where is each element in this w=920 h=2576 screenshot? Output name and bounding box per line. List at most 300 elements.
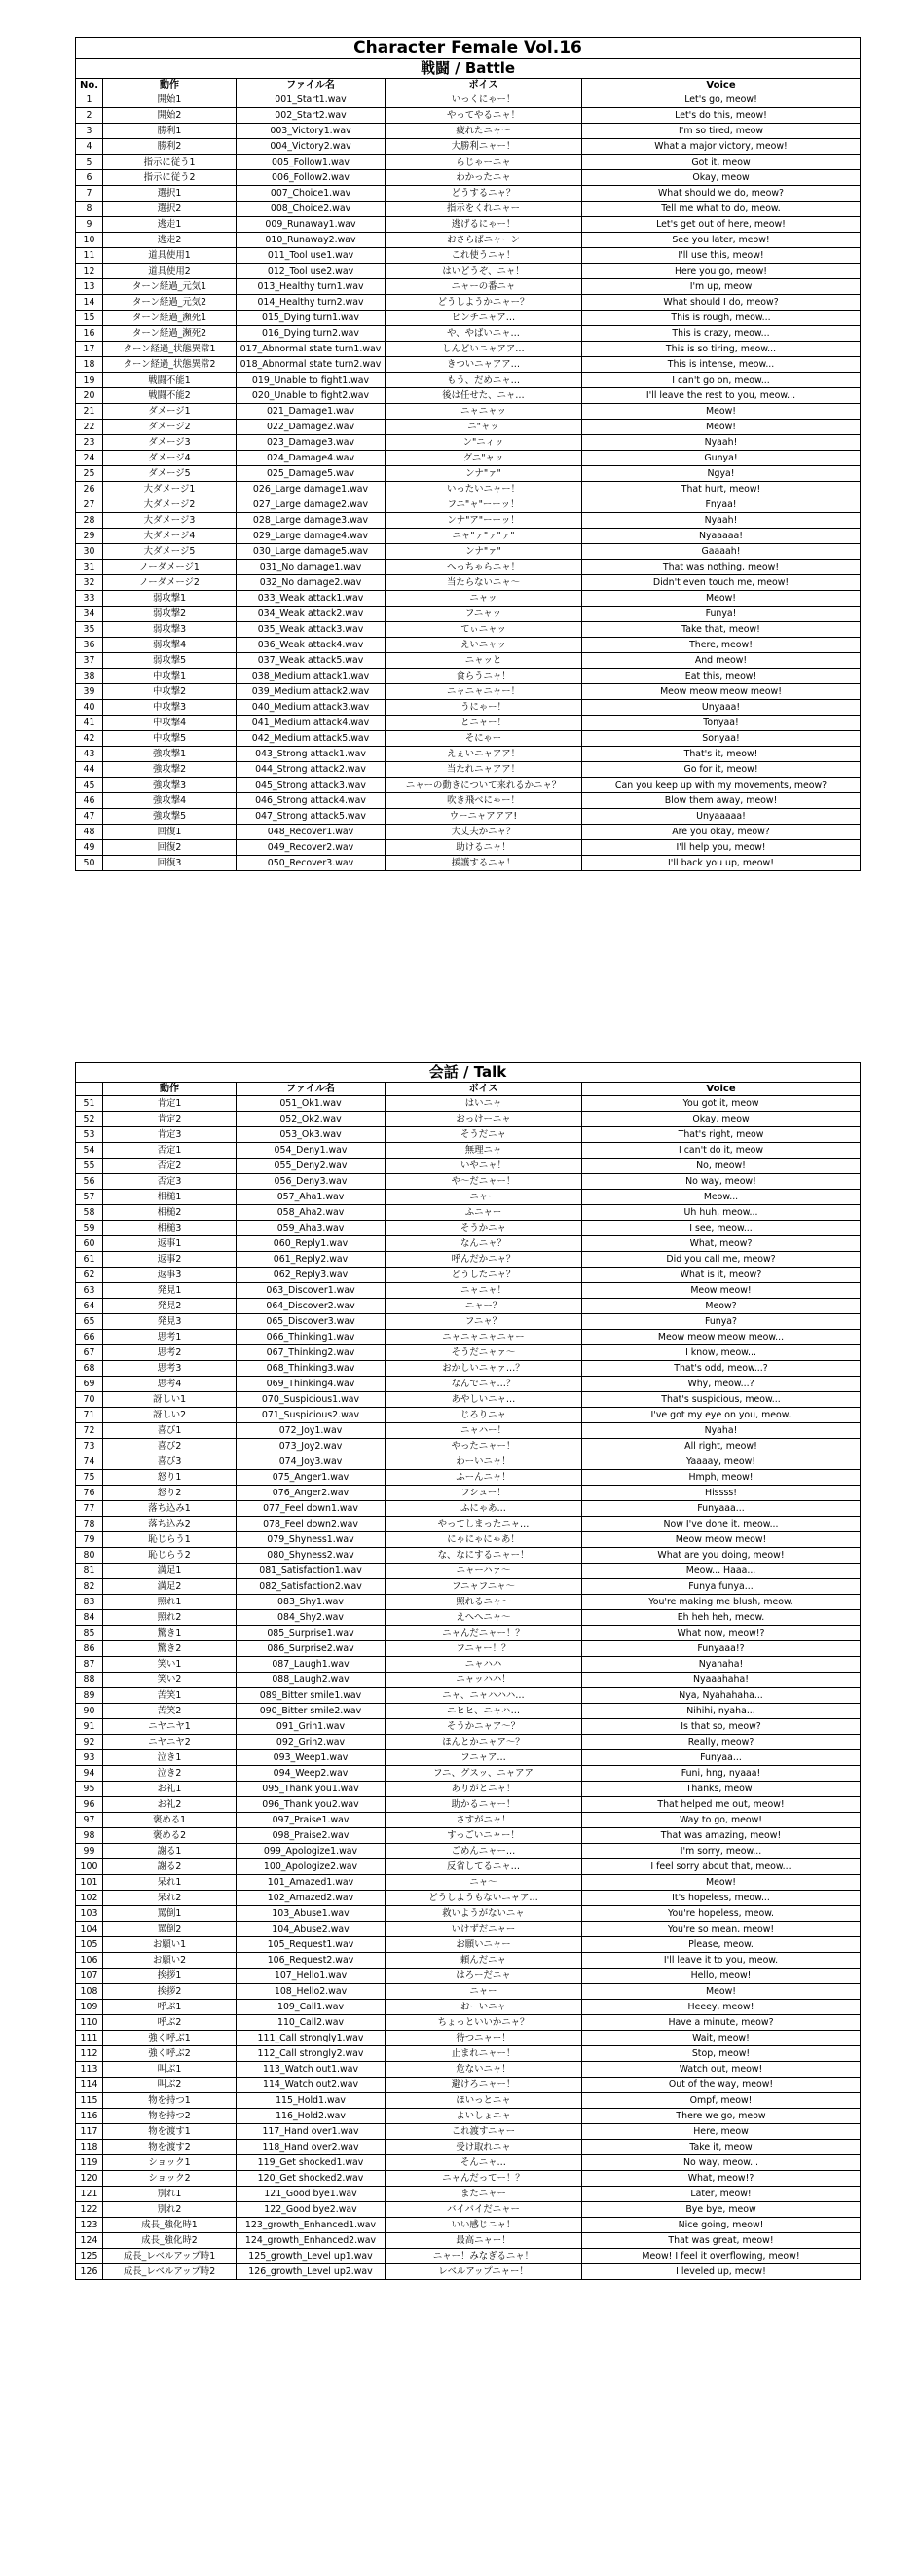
cell-action: 肯定3 [103, 1127, 237, 1143]
cell-filename: 024_Damage4.wav [237, 451, 386, 466]
cell-voice-en: It's hopeless, meow... [582, 1891, 861, 1906]
table-row [76, 1595, 861, 1610]
cell-action: 肯定1 [103, 1096, 237, 1112]
cell-voice-en: Can you keep up with my movements, meow? [582, 778, 861, 793]
cell-voice-en: Hmph, meow! [582, 1470, 861, 1486]
cell-no: 48 [76, 825, 103, 840]
table-row [76, 2109, 861, 2124]
cell-no: 79 [76, 1532, 103, 1548]
cell-no: 88 [76, 1673, 103, 1688]
cell-voice-en: Hello, meow! [582, 1969, 861, 1984]
table-row [76, 1548, 861, 1564]
talk-table [75, 1062, 861, 2280]
cell-voice-jp: これ渡すニャー [386, 2124, 582, 2140]
table-row [76, 1423, 861, 1439]
cell-action: 叫ぶ1 [103, 2062, 237, 2078]
cell-voice-jp: どうするニャ？ [386, 186, 582, 202]
cell-voice-en: Nyaha! [582, 1423, 861, 1439]
cell-filename: 078_Feel down2.wav [237, 1517, 386, 1532]
cell-action: 泣き2 [103, 1766, 237, 1782]
cell-action: ニヤニヤ1 [103, 1719, 237, 1735]
cell-no: 83 [76, 1595, 103, 1610]
cell-filename: 006_Follow2.wav [237, 170, 386, 186]
table-row [76, 1299, 861, 1314]
cell-no: 2 [76, 108, 103, 124]
cell-voice-jp: はろーだニャ [386, 1969, 582, 1984]
table-row [76, 1330, 861, 1345]
cell-filename: 050_Recover3.wav [237, 856, 386, 871]
cell-no: 63 [76, 1283, 103, 1299]
cell-voice-en: Ompf, meow! [582, 2093, 861, 2109]
cell-voice-en: Nyahaha! [582, 1657, 861, 1673]
cell-no: 13 [76, 279, 103, 295]
cell-filename: 114_Watch out2.wav [237, 2078, 386, 2093]
table-row [76, 1657, 861, 1673]
table-row [76, 357, 861, 373]
cell-action: 否定3 [103, 1174, 237, 1190]
cell-filename: 012_Tool use2.wav [237, 264, 386, 279]
cell-voice-en: What is it, meow? [582, 1268, 861, 1283]
cell-no: 40 [76, 700, 103, 716]
cell-action: 褒める1 [103, 1813, 237, 1828]
cell-action: 喜び2 [103, 1439, 237, 1454]
cell-voice-en: Let's go, meow! [582, 92, 861, 108]
cell-voice-jp: やったニャー！ [386, 1439, 582, 1454]
cell-voice-jp: ふにゃあ… [386, 1501, 582, 1517]
cell-filename: 022_Damage2.wav [237, 420, 386, 435]
cell-filename: 081_Satisfaction1.wav [237, 1564, 386, 1579]
cell-action: 回復3 [103, 856, 237, 871]
cell-action: 喜び3 [103, 1454, 237, 1470]
cell-no: 46 [76, 793, 103, 809]
cell-voice-en: Got it, meow [582, 155, 861, 170]
cell-no: 113 [76, 2062, 103, 2078]
cell-voice-en: That's suspicious, meow... [582, 1392, 861, 1408]
cell-no: 20 [76, 388, 103, 404]
table-row [76, 233, 861, 248]
cell-action: 道具使用2 [103, 264, 237, 279]
table-row [76, 217, 861, 233]
cell-filename: 108_Hello2.wav [237, 1984, 386, 2000]
cell-voice-jp: 疲れたニャ～ [386, 124, 582, 139]
cell-voice-en: You're hopeless, meow. [582, 1906, 861, 1922]
cell-voice-jp: ニャんだニャー！？ [386, 1626, 582, 1641]
cell-filename: 044_Strong attack2.wav [237, 762, 386, 778]
cell-filename: 118_Hand over2.wav [237, 2140, 386, 2155]
cell-filename: 063_Discover1.wav [237, 1283, 386, 1299]
cell-no: 10 [76, 233, 103, 248]
cell-no: 102 [76, 1891, 103, 1906]
cell-voice-jp: ウーニャアアア! [386, 809, 582, 825]
cell-filename: 055_Deny2.wav [237, 1159, 386, 1174]
cell-voice-en: What, meow? [582, 1236, 861, 1252]
cell-no: 32 [76, 575, 103, 591]
cell-action: 否定2 [103, 1159, 237, 1174]
cell-filename: 038_Medium attack1.wav [237, 669, 386, 684]
cell-voice-jp: バイバイだニャー [386, 2202, 582, 2218]
cell-voice-jp: ニャー [386, 1190, 582, 1205]
cell-voice-jp: さすがニャ！ [386, 1813, 582, 1828]
column-header-voice-en: Voice [582, 1083, 861, 1096]
cell-action: 返事1 [103, 1236, 237, 1252]
cell-voice-en: Let's get out of here, meow! [582, 217, 861, 233]
cell-filename: 020_Unable to fight2.wav [237, 388, 386, 404]
cell-filename: 016_Dying turn2.wav [237, 326, 386, 342]
column-header-voice-jp: ボイス [386, 79, 582, 92]
cell-voice-jp: そうかニャア～？ [386, 1719, 582, 1735]
cell-voice-en: Thanks, meow! [582, 1782, 861, 1797]
cell-no: 56 [76, 1174, 103, 1190]
cell-filename: 026_Large damage1.wav [237, 482, 386, 497]
cell-filename: 060_Reply1.wav [237, 1236, 386, 1252]
table-row [76, 1221, 861, 1236]
cell-filename: 124_growth_Enhanced2.wav [237, 2233, 386, 2249]
table-row [76, 856, 861, 871]
cell-filename: 111_Call strongly1.wav [237, 2031, 386, 2046]
cell-no: 11 [76, 248, 103, 264]
cell-action: 発見1 [103, 1283, 237, 1299]
cell-voice-en: What should we do, meow? [582, 186, 861, 202]
table-row [76, 435, 861, 451]
cell-action: 叫ぶ2 [103, 2078, 237, 2093]
battle-header-row [76, 79, 861, 92]
table-row [76, 2202, 861, 2218]
cell-no: 95 [76, 1782, 103, 1797]
cell-no: 116 [76, 2109, 103, 2124]
cell-voice-jp: ニャ"ァ"ァ"ァ" [386, 529, 582, 544]
cell-voice-jp: やってやるニャ！ [386, 108, 582, 124]
cell-action: 恥じらう2 [103, 1548, 237, 1564]
cell-voice-jp: どうしたニャ？ [386, 1268, 582, 1283]
table-row [76, 1190, 861, 1205]
cell-voice-jp: 救いようがないニャ [386, 1906, 582, 1922]
cell-filename: 123_growth_Enhanced1.wav [237, 2218, 386, 2233]
cell-filename: 039_Medium attack2.wav [237, 684, 386, 700]
table-row [76, 497, 861, 513]
table-row [76, 326, 861, 342]
cell-voice-jp: ニ"ャッ [386, 420, 582, 435]
cell-filename: 076_Anger2.wav [237, 1486, 386, 1501]
cell-no: 37 [76, 653, 103, 669]
cell-action: 道具使用1 [103, 248, 237, 264]
cell-no: 22 [76, 420, 103, 435]
cell-filename: 031_No damage1.wav [237, 560, 386, 575]
cell-filename: 098_Praise2.wav [237, 1828, 386, 1844]
cell-voice-jp: 頼んだニャ [386, 1953, 582, 1969]
cell-voice-en: What now, meow!? [582, 1626, 861, 1641]
table-row [76, 1408, 861, 1423]
cell-no: 73 [76, 1439, 103, 1454]
cell-filename: 101_Amazed1.wav [237, 1875, 386, 1891]
table-row [76, 451, 861, 466]
cell-voice-jp: フニャッ [386, 607, 582, 622]
cell-voice-jp: ンナ"ア"ーーッ！ [386, 513, 582, 529]
cell-voice-jp: すっごいニャー！ [386, 1828, 582, 1844]
cell-voice-jp: 避けろニャー！ [386, 2078, 582, 2093]
table-row [76, 2046, 861, 2062]
cell-filename: 073_Joy2.wav [237, 1439, 386, 1454]
cell-no: 31 [76, 560, 103, 575]
cell-voice-jp: はいどうぞ、ニャ！ [386, 264, 582, 279]
cell-no: 59 [76, 1221, 103, 1236]
cell-action: 照れ2 [103, 1610, 237, 1626]
cell-no: 122 [76, 2202, 103, 2218]
cell-filename: 011_Tool use1.wav [237, 248, 386, 264]
table-row [76, 1704, 861, 1719]
cell-filename: 068_Thinking3.wav [237, 1361, 386, 1377]
cell-no: 30 [76, 544, 103, 560]
cell-voice-en: Eh heh heh, meow. [582, 1610, 861, 1626]
cell-filename: 043_Strong attack1.wav [237, 747, 386, 762]
cell-action: 成長_強化時2 [103, 2233, 237, 2249]
cell-filename: 072_Joy1.wav [237, 1423, 386, 1439]
cell-voice-jp: 待つニャー！ [386, 2031, 582, 2046]
cell-voice-jp: おさらばニャーン [386, 233, 582, 248]
cell-action: 勝利1 [103, 124, 237, 139]
cell-voice-en: Out of the way, meow! [582, 2078, 861, 2093]
cell-voice-jp: あやしいニャ… [386, 1392, 582, 1408]
table-row [76, 2062, 861, 2078]
cell-action: 怒り2 [103, 1486, 237, 1501]
cell-voice-jp: そにゃー [386, 731, 582, 747]
cell-voice-en: That helped me out, meow! [582, 1797, 861, 1813]
cell-voice-jp: ニャッ [386, 591, 582, 607]
cell-no: 72 [76, 1423, 103, 1439]
cell-voice-jp: やってしまったニャ… [386, 1517, 582, 1532]
cell-voice-jp: ニャニャニャニャー [386, 1330, 582, 1345]
cell-voice-jp: またニャー [386, 2187, 582, 2202]
cell-voice-en: Later, meow! [582, 2187, 861, 2202]
table-row [76, 1564, 861, 1579]
cell-no: 27 [76, 497, 103, 513]
cell-action: 選択1 [103, 186, 237, 202]
cell-voice-en: There we go, meow [582, 2109, 861, 2124]
cell-no: 112 [76, 2046, 103, 2062]
cell-filename: 049_Recover2.wav [237, 840, 386, 856]
cell-filename: 065_Discover3.wav [237, 1314, 386, 1330]
cell-action: 指示に従う2 [103, 170, 237, 186]
cell-voice-jp: お願いニャー [386, 1937, 582, 1953]
cell-filename: 030_Large damage5.wav [237, 544, 386, 560]
table-row [76, 1392, 861, 1408]
cell-voice-jp: ニャー！みなぎるニャ！ [386, 2249, 582, 2264]
cell-filename: 087_Laugh1.wav [237, 1657, 386, 1673]
cell-no: 35 [76, 622, 103, 638]
cell-voice-jp: フニャア… [386, 1750, 582, 1766]
cell-action: 罵倒2 [103, 1922, 237, 1937]
cell-voice-jp: フニ"ャ"ーーッ！ [386, 497, 582, 513]
table-row [76, 1236, 861, 1252]
cell-action: 訝しい2 [103, 1408, 237, 1423]
cell-voice-en: Stop, meow! [582, 2046, 861, 2062]
cell-action: 苦笑2 [103, 1704, 237, 1719]
table-row [76, 202, 861, 217]
battle-table [75, 37, 861, 871]
cell-filename: 052_Ok2.wav [237, 1112, 386, 1127]
cell-no: 38 [76, 669, 103, 684]
cell-voice-en: Funya? [582, 1314, 861, 1330]
cell-voice-en: What, meow!? [582, 2171, 861, 2187]
table-row [76, 1984, 861, 2000]
table-row [76, 170, 861, 186]
cell-voice-jp: や～だニャー！ [386, 1174, 582, 1190]
table-row [76, 373, 861, 388]
cell-filename: 028_Large damage3.wav [237, 513, 386, 529]
cell-voice-en: Okay, meow [582, 170, 861, 186]
cell-voice-en: Let's do this, meow! [582, 108, 861, 124]
cell-action: 謝る2 [103, 1859, 237, 1875]
table-row [76, 1112, 861, 1127]
cell-voice-en: Are you okay, meow? [582, 825, 861, 840]
cell-filename: 029_Large damage4.wav [237, 529, 386, 544]
cell-action: 中攻撃5 [103, 731, 237, 747]
cell-action: 逃走1 [103, 217, 237, 233]
cell-no: 7 [76, 186, 103, 202]
cell-voice-jp: そうだニャァ～ [386, 1345, 582, 1361]
table-row [76, 1844, 861, 1859]
cell-voice-en: Unyaaa! [582, 700, 861, 716]
cell-action: 恥じらう1 [103, 1532, 237, 1548]
table-row [76, 793, 861, 809]
cell-voice-jp: はいニャ [386, 1096, 582, 1112]
cell-voice-jp: なんでニャ…？ [386, 1377, 582, 1392]
cell-no: 107 [76, 1969, 103, 1984]
battle-sheet [75, 37, 860, 871]
table-row [76, 295, 861, 311]
cell-no: 57 [76, 1190, 103, 1205]
cell-no: 96 [76, 1797, 103, 1813]
cell-action: 指示に従う1 [103, 155, 237, 170]
cell-voice-en: I'll use this, meow! [582, 248, 861, 264]
cell-voice-jp: へっちゃらニャ！ [386, 560, 582, 575]
cell-action: ターン経過_瀕死2 [103, 326, 237, 342]
cell-action: 相槌3 [103, 1221, 237, 1236]
cell-no: 64 [76, 1299, 103, 1314]
cell-filename: 099_Apologize1.wav [237, 1844, 386, 1859]
cell-action: 物を渡す1 [103, 2124, 237, 2140]
cell-voice-jp: なんニャ？ [386, 1236, 582, 1252]
cell-action: 成長_レベルアップ時2 [103, 2264, 237, 2280]
cell-voice-en: Tonyaa! [582, 716, 861, 731]
cell-voice-jp: えいニャッ [386, 638, 582, 653]
cell-voice-en: I can't go on, meow... [582, 373, 861, 388]
cell-filename: 037_Weak attack5.wav [237, 653, 386, 669]
cell-voice-en: This is so tiring, meow... [582, 342, 861, 357]
cell-voice-en: Nyaah! [582, 435, 861, 451]
cell-action: 謝る1 [103, 1844, 237, 1859]
cell-voice-en: Meow! [582, 591, 861, 607]
cell-no: 71 [76, 1408, 103, 1423]
cell-voice-en: Funya! [582, 607, 861, 622]
cell-no: 89 [76, 1688, 103, 1704]
cell-filename: 047_Strong attack5.wav [237, 809, 386, 825]
table-row [76, 1501, 861, 1517]
cell-voice-en: Is that so, meow? [582, 1719, 861, 1735]
cell-voice-en: Meow! [582, 420, 861, 435]
table-row [76, 591, 861, 607]
cell-action: 大ダメージ1 [103, 482, 237, 497]
cell-no: 106 [76, 1953, 103, 1969]
cell-action: 思考1 [103, 1330, 237, 1345]
cell-voice-en: See you later, meow! [582, 233, 861, 248]
cell-no: 108 [76, 1984, 103, 2000]
cell-filename: 106_Request2.wav [237, 1953, 386, 1969]
table-row [76, 2000, 861, 2015]
table-row [76, 1797, 861, 1813]
cell-filename: 041_Medium attack4.wav [237, 716, 386, 731]
cell-action: 挨拶2 [103, 1984, 237, 2000]
cell-voice-jp: いっくにゃー！ [386, 92, 582, 108]
cell-voice-en: What should I do, meow? [582, 295, 861, 311]
cell-voice-en: Meow... [582, 1190, 861, 1205]
cell-filename: 064_Discover2.wav [237, 1299, 386, 1314]
cell-action: ニヤニヤ2 [103, 1735, 237, 1750]
cell-action: 勝利2 [103, 139, 237, 155]
cell-filename: 007_Choice1.wav [237, 186, 386, 202]
cell-action: 発見3 [103, 1314, 237, 1330]
cell-filename: 042_Medium attack5.wav [237, 731, 386, 747]
cell-voice-jp: ニャニャッ [386, 404, 582, 420]
cell-filename: 008_Choice2.wav [237, 202, 386, 217]
cell-filename: 125_growth_Level up1.wav [237, 2249, 386, 2264]
cell-action: 怒り1 [103, 1470, 237, 1486]
cell-action: 弱攻撃1 [103, 591, 237, 607]
cell-voice-en: Blow them away, meow! [582, 793, 861, 809]
table-row [76, 1159, 861, 1174]
cell-filename: 080_Shyness2.wav [237, 1548, 386, 1564]
cell-voice-jp: や、やばいニャ… [386, 326, 582, 342]
cell-voice-jp: ニャ、ニャハハハ… [386, 1688, 582, 1704]
cell-no: 55 [76, 1159, 103, 1174]
cell-action: 訝しい1 [103, 1392, 237, 1408]
cell-voice-en: I see, meow... [582, 1221, 861, 1236]
cell-voice-en: I can't do it, meow [582, 1143, 861, 1159]
cell-filename: 040_Medium attack3.wav [237, 700, 386, 716]
cell-no: 60 [76, 1236, 103, 1252]
cell-no: 115 [76, 2093, 103, 2109]
cell-no: 101 [76, 1875, 103, 1891]
cell-voice-en: I know, meow... [582, 1345, 861, 1361]
cell-filename: 067_Thinking2.wav [237, 1345, 386, 1361]
cell-no: 14 [76, 295, 103, 311]
cell-action: 大ダメージ4 [103, 529, 237, 544]
cell-voice-jp: 危ないニャ！ [386, 2062, 582, 2078]
cell-voice-en: Funyaaa... [582, 1501, 861, 1517]
cell-no: 43 [76, 747, 103, 762]
table-row [76, 747, 861, 762]
cell-action: 相槌2 [103, 1205, 237, 1221]
cell-action: 肯定2 [103, 1112, 237, 1127]
cell-action: 呆れ2 [103, 1891, 237, 1906]
cell-no: 21 [76, 404, 103, 420]
cell-action: ターン経過_元気1 [103, 279, 237, 295]
cell-no: 121 [76, 2187, 103, 2202]
cell-filename: 032_No damage2.wav [237, 575, 386, 591]
cell-no: 124 [76, 2233, 103, 2249]
cell-voice-en: Meow! [582, 1984, 861, 2000]
table-row [76, 575, 861, 591]
cell-action: 成長_レベルアップ時1 [103, 2249, 237, 2264]
table-row [76, 1268, 861, 1283]
table-row [76, 1283, 861, 1299]
cell-no: 54 [76, 1143, 103, 1159]
cell-voice-jp: きついニャアア… [386, 357, 582, 373]
table-row [76, 1439, 861, 1454]
table-row [76, 1470, 861, 1486]
cell-action: ダメージ1 [103, 404, 237, 420]
cell-voice-en: This is rough, meow... [582, 311, 861, 326]
table-row [76, 155, 861, 170]
